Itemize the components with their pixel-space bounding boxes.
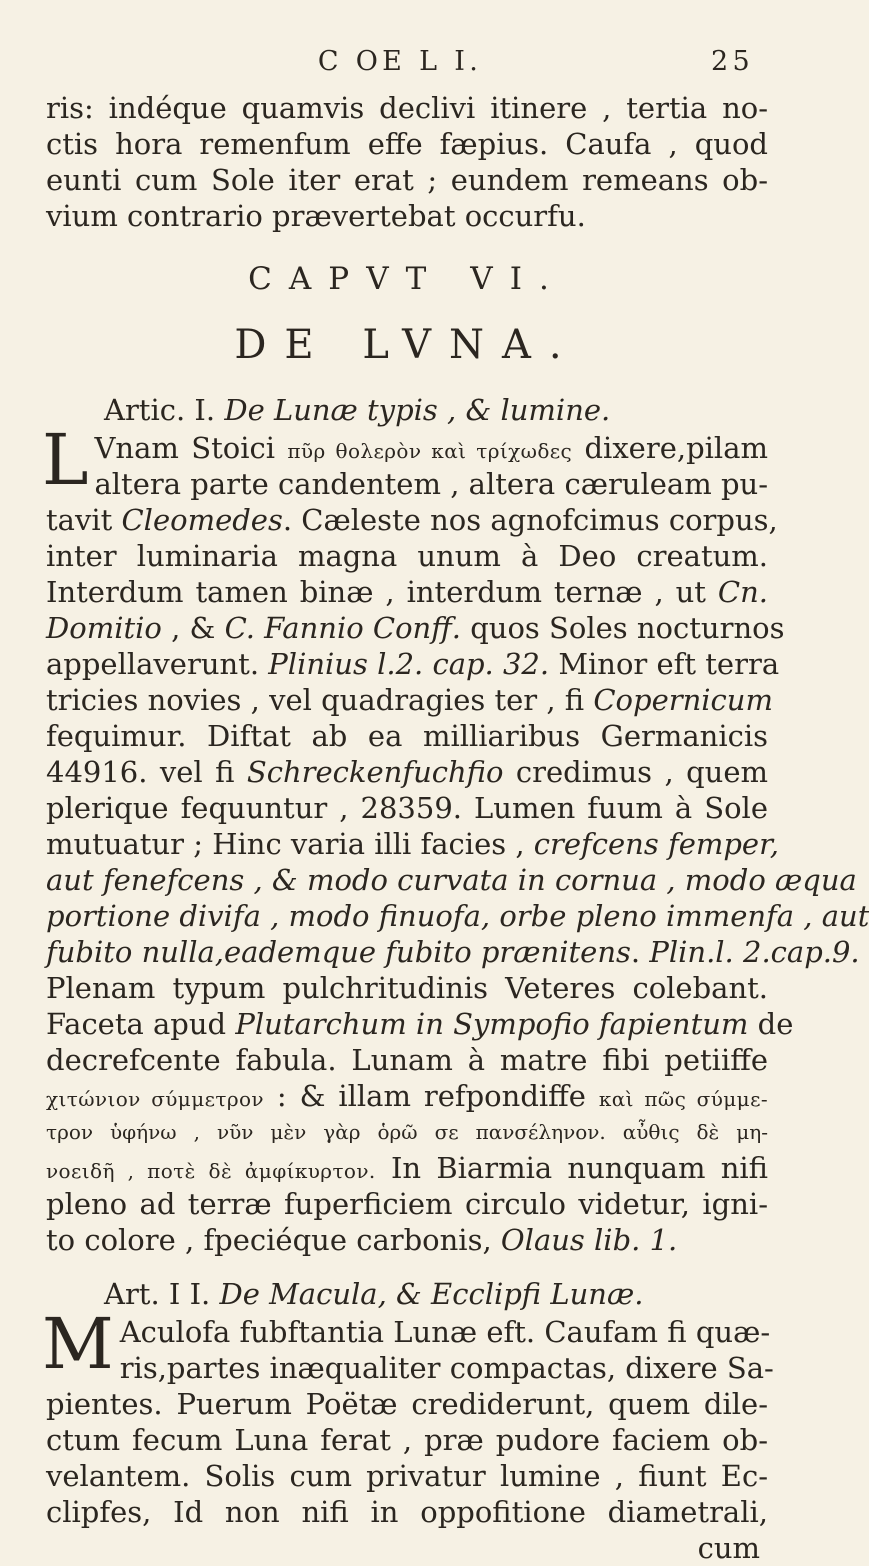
- text-run: appellaverunt.: [46, 647, 269, 681]
- text-run: altera parte candentem , altera cæruleam pu-: [94, 467, 768, 501]
- text-line: [46, 1078, 768, 1114]
- italic-phrase: portione divifa , modo finuofa, orbe pleno immenfa , aut: [46, 899, 869, 933]
- text-line: [46, 718, 768, 754]
- text-line: [46, 682, 773, 718]
- text-line: [46, 1314, 771, 1350]
- running-title: C OE L I.: [317, 46, 483, 77]
- italic-phrase: C. Fannio Conff.: [224, 611, 461, 645]
- text-run: tricies novies , vel quadragies ter , fi: [46, 683, 594, 717]
- text-line: [46, 754, 768, 790]
- greek-phrase: πῦρ θολερὸν καὶ τρίχωδες: [287, 439, 573, 463]
- text-line: [46, 1042, 768, 1078]
- text-line: [46, 862, 857, 898]
- text-run: dixere,pilam: [572, 431, 768, 465]
- text-line: [46, 970, 768, 1006]
- text-line: [46, 1222, 768, 1258]
- text-run: decrefcente fabula. Lunam à matre fibi petiiffe: [46, 1043, 768, 1077]
- text-run: ctum fecum Luna ferat , præ pudore faciem ob-: [46, 1423, 768, 1457]
- article-2-text: [42, 1303, 774, 1530]
- italic-phrase: Plin.l. 2.cap.9.: [649, 935, 860, 969]
- text-line: ctis hora remenfum effe fæpius. Caufa , quod: [46, 127, 768, 161]
- text-body: [42, 90, 869, 1566]
- text-run: to colore , fpeciéque carbonis,: [46, 1223, 501, 1257]
- text-line: [46, 1458, 768, 1494]
- page-number: 25: [711, 46, 754, 77]
- text-run: tavit: [46, 503, 122, 537]
- italic-phrase: Olaus lib. 1.: [500, 1223, 678, 1257]
- article-1-heading: [46, 390, 768, 430]
- text-run: ris,partes inæqualiter compactas, dixere Sa-: [119, 1351, 774, 1385]
- text-run: Plenam typum pulchritudinis Veteres colebant.: [46, 971, 768, 1005]
- italic-phrase: fubito nulla,eademque fubito prænitens: [46, 935, 631, 969]
- italic-phrase: crefcens femper,: [533, 827, 779, 861]
- text-run: fequimur. Diftat ab ea milliaribus Germanicis: [46, 719, 768, 753]
- italic-phrase: Cleomedes: [121, 503, 283, 537]
- text-run: . Cæleste nos agnofcimus corpus,: [282, 503, 778, 537]
- article-2-label: Art. I I.: [104, 1277, 211, 1311]
- italic-phrase: Plutarchum in Sympofio fapientum: [235, 1007, 749, 1041]
- text-run: : & illam refpondiffe: [263, 1079, 599, 1113]
- text-run: In Biarmia nunquam nifi: [375, 1151, 768, 1185]
- chapter-heading: CAPVT VI.: [248, 261, 566, 297]
- text-line: [46, 1350, 774, 1386]
- article-2-drop-cap: M: [42, 1303, 114, 1385]
- text-line: [46, 1006, 794, 1042]
- text-run: mutuatur ; Hinc varia illi facies ,: [46, 827, 534, 861]
- text-line: [46, 610, 785, 646]
- text-run: credimus , quem: [503, 755, 768, 789]
- text-run: inter luminaria magna unum à Deo creatum.: [46, 539, 768, 573]
- text-run: .: [630, 935, 650, 969]
- text-line: [46, 430, 768, 466]
- text-line: [46, 502, 778, 538]
- text-line: eunti cum Sole iter erat ; eundem remeans ob-: [46, 163, 768, 197]
- text-line: [46, 1422, 768, 1458]
- text-run: plerique fequuntur , 28359. Lumen fuum à Sole: [46, 791, 768, 825]
- greek-phrase: καὶ πῶς σύμμε-: [598, 1087, 768, 1111]
- text-line: [46, 646, 780, 682]
- text-line: ris: indéque quamvis declivi itinere , tertia no-: [46, 91, 768, 125]
- article-1-title: De Lunæ typis , & lumine.: [224, 393, 611, 427]
- text-run: Faceta apud: [46, 1007, 236, 1041]
- text-line: [46, 790, 768, 826]
- text-line: [46, 898, 869, 934]
- italic-phrase: Domitio: [46, 611, 162, 645]
- text-run: Interdum tamen binæ , interdum ternæ , ut: [46, 575, 718, 609]
- text-run: Minor eft terra: [549, 647, 780, 681]
- chapter-title: DE LVNA.: [234, 322, 580, 368]
- article-1-label: Artic. I.: [104, 393, 216, 427]
- italic-phrase: Plinius l.2. cap. 32.: [268, 647, 550, 681]
- italic-phrase: Schreckenfuchfio: [246, 755, 504, 789]
- text-run: de: [748, 1007, 794, 1041]
- italic-phrase: Cn.: [717, 575, 768, 609]
- text-run: clipfes, Id non nifi in oppofitione diametrali,: [46, 1495, 768, 1529]
- text-run: quos Soles nocturnos: [461, 611, 785, 645]
- text-line: [46, 934, 860, 970]
- text-line: [46, 1494, 768, 1530]
- text-run: pientes. Puerum Poëtæ crediderunt, quem dile-: [46, 1387, 768, 1421]
- text-run: , &: [161, 611, 225, 645]
- article-2-heading: [46, 1274, 768, 1314]
- greek-phrase: χιτώνιον σύμμετρον: [46, 1087, 264, 1111]
- text-line: vium contrario prævertebat occurfu.: [46, 199, 586, 233]
- text-run: Aculofa fubftantia Lunæ eft. Caufam fi quæ-: [119, 1315, 771, 1349]
- text-line: [46, 538, 768, 574]
- text-line: τρον ὑφήνω , νῦν μὲν γὰρ ὁρῶ σε πανσέληνον. αὖθις δὲ μη-: [46, 1120, 768, 1144]
- text-run: velantem. Solis cum privatur lumine , fiunt Ec-: [46, 1459, 768, 1493]
- intro-paragraph: [46, 90, 768, 234]
- text-line: [46, 574, 768, 610]
- italic-phrase: aut fenefcens , & modo curvata in cornua , modo æqua: [46, 863, 857, 897]
- greek-phrase: νοειδῆ , ποτὲ δὲ ἀμφίκυρτον.: [46, 1159, 376, 1183]
- italic-phrase: Copernicum: [593, 683, 773, 717]
- article-2-title: De Macula, & Ecclipfi Lunæ.: [219, 1277, 644, 1311]
- text-run: Vnam Stoici: [94, 431, 288, 465]
- article-1-drop-cap: L: [42, 419, 89, 501]
- text-line: [46, 466, 768, 502]
- text-run: 44916. vel fi: [46, 755, 247, 789]
- text-line: [46, 1186, 768, 1222]
- text-run: pleno ad terræ fuperficiem circulo videtur, igni-: [46, 1187, 768, 1221]
- text-line: [46, 1150, 768, 1186]
- catchword: cum: [697, 1531, 760, 1565]
- text-line: [46, 1386, 768, 1422]
- running-head: [0, 46, 800, 86]
- text-line: [46, 826, 779, 862]
- article-1-text: [42, 419, 869, 1258]
